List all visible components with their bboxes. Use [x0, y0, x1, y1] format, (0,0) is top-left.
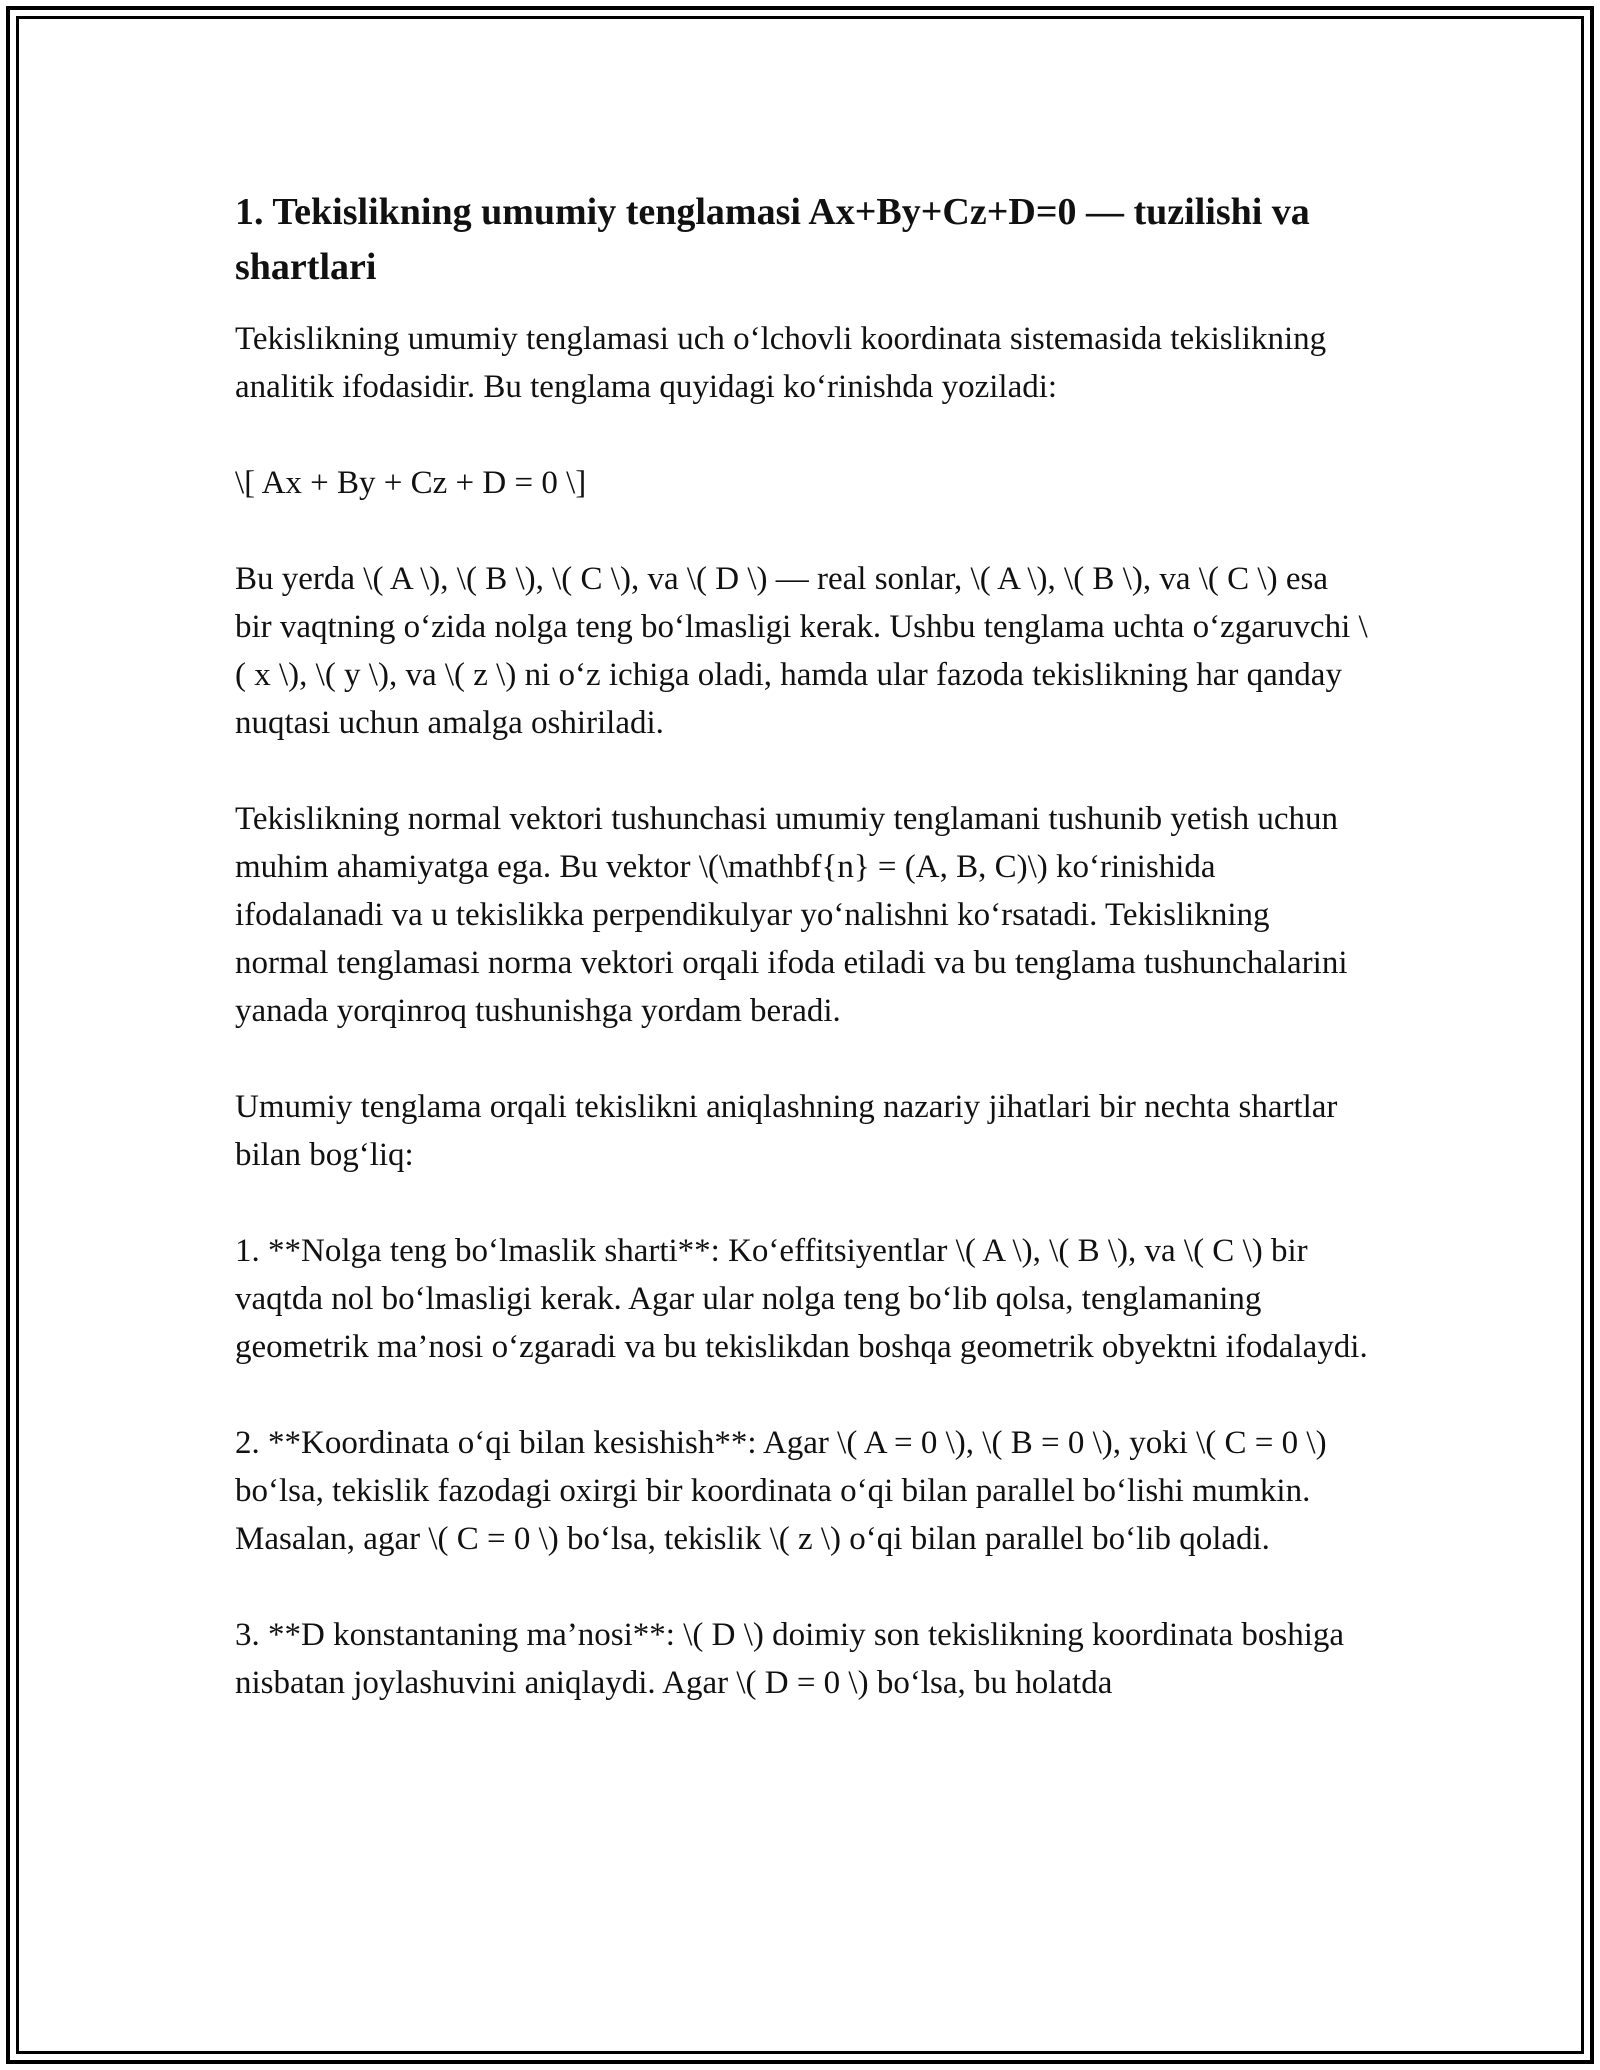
- paragraph-equation: \[ Ax + By + Cz + D = 0 \]: [235, 465, 587, 501]
- list-item-condition-1: 1. **Nolga teng bo‘lmaslik sharti**: Ko‘effitsiyentlar \( A \), \( B \), va \( C \) bir vaqtda nol bo‘lmasligi kerak. Agar ular nolga teng bo‘lib qolsa, tenglamaning geometrik ma’nosi o‘zgaradi va bu tekislikdan boshqa geometrik obyektni ifodalaydi.: [235, 1233, 1368, 1365]
- list-item-condition-2: 2. **Koordinata o‘qi bilan kesishish**: Agar \( A = 0 \), \( B = 0 \), yoki \( C = 0 \) bo‘lsa, tekislik fazodagi oxirgi bir koordinata o‘qi bilan parallel bo‘lishi mumkin. Masalan, agar \( C = 0 \) bo‘lsa, tekislik \( z \) o‘qi bilan parallel bo‘lib qoladi.: [235, 1425, 1327, 1557]
- paragraph-intro: Tekislikning umumiy tenglamasi uch o‘lchovli koordinata sistemasida tekislikning analitik ifodasidir. Bu tenglama quyidagi ko‘rinishda yoziladi:: [235, 321, 1327, 405]
- paragraph-conditions-intro: Umumiy tenglama orqali tekislikni aniqlashning nazariy jihatlari bir nechta shartlar bilan bog‘liq:: [235, 1089, 1338, 1173]
- paragraph-normal-vector: Tekislikning normal vektori tushunchasi umumiy tenglamani tushunib yetish uchun muhim ahamiyatga ega. Bu vektor \(\mathbf{n} = (A, B, C)\) ko‘rinishida ifodalanadi va u tekislikka perpendikulyar yo‘nalishni ko‘rsatadi. Tekislikning normal tenglamasi norma vektori orqali ifoda etiladi va bu tenglama tushunchalarini yanada yorqinroq tushunishga yordam beradi.: [235, 801, 1348, 1029]
- paragraph-coefficients: Bu yerda \( A \), \( B \), \( C \), va \( D \) — real sonlar, \( A \), \( B \), va \( C \) esa bir vaqtning o‘zida nolga teng bo‘lmasligi kerak. Ushbu tenglama uchta o‘zgaruvchi \( x \), \( y \), va \( z \) ni o‘z ichiga oladi, hamda ular fazoda tekislikning har qanday nuqtasi uchun amalga oshiriladi.: [235, 561, 1368, 741]
- section-heading: 1. Tekislikning umumiy tenglamasi Ax+By+Cz+D=0 — tuzilishi va shartlari: [235, 191, 1310, 288]
- list-item-condition-3: 3. **D konstantaning ma’nosi**: \( D \) doimiy son tekislikning koordinata boshiga nisbatan joylashuvini aniqlaydi. Agar \( D = 0 \) bo‘lsa, bu holatda: [235, 1617, 1345, 1701]
- document-body: [235, 185, 1370, 1755]
